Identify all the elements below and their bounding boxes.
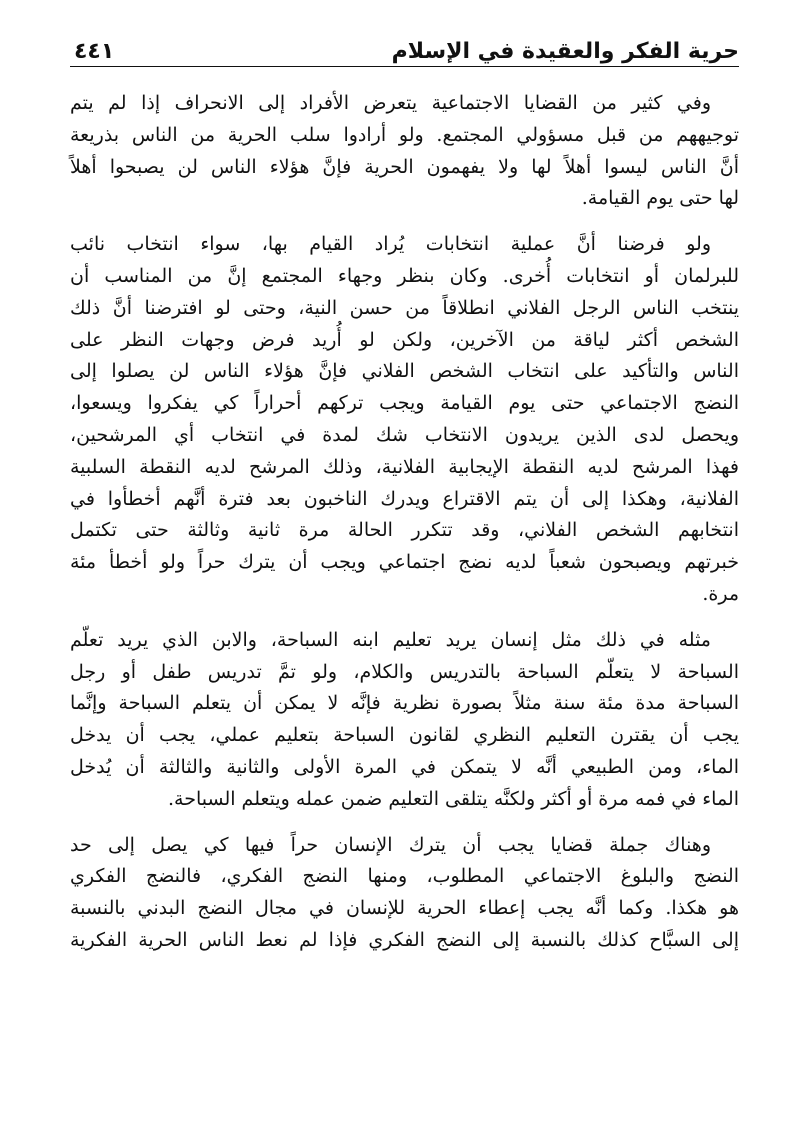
text-line: توجيههم من قبل مسؤولي المجتمع. ولو أرادوا سلب الحرية من الناس بذريعة [70,123,739,146]
text-line: السباحة لا يتعلّم السباحة بالتدريس والكلام، ولو تمَّ تدريس طفل أو رجل [70,660,739,683]
text-line: لها حتى يوم القيامة. [581,187,739,210]
page-number: ٤٤١ [74,39,115,64]
text-line: مرة. [702,582,739,605]
page-header [70,26,739,66]
text-line: خبرتهم ويصبحون شعباً لديه نضج اجتماعي ويجب أن يترك حراً ولو أخطأ مئة [70,551,739,574]
text-line: هو هكذا. وكما أنَّه يجب إعطاء الحرية للإنسان في مجال النضج البدني بالنسبة [70,897,739,920]
body-text [70,88,739,971]
text-line: النضج الاجتماعي حتى يوم القيامة ويجب تركهم أحراراً كي يفكروا ويسعوا، [70,392,739,415]
paragraph-2 [70,229,739,611]
text-line: ينتخب الناس الرجل الفلاني انطلاقاً من حسن النية، وحتى لو افترضنا أنَّ ذلك [70,296,739,319]
text-line: الناس والتأكيد على انتخاب الشخص الفلاني فإنَّ هؤلاء الناس لن يصلوا إلى [70,360,739,383]
paragraph-1 [70,88,739,215]
text-line: يجب أن يقترن التعليم النظري لقانون السباحة بتعليم عملي، يجب أن يدخل [70,724,739,747]
text-line: الشخص أكثر لياقة من الآخرين، ولكن لو أُريد فرض وجهات النظر على [70,328,739,351]
text-line: الفلانية، وهكذا إلى أن يتم الاقتراع ويدرك الناخبون بعد فترة أنَّهم أخطأوا في [70,487,739,510]
text-line: فهذا المرشح لديه النقطة الإيجابية الفلانية، وذلك المرشح لديه النقطة السلبية [70,455,739,478]
text-line: النضج والبلوغ الاجتماعي المطلوب، ومنها النضج الفكري، فالنضج الفكري [70,865,739,888]
header-rule [70,66,739,67]
text-line: وهناك جملة قضايا يجب أن يترك الإنسان حراً فيها كي يصل إلى حد [70,833,711,856]
text-line: أنَّ الناس ليسوا أهلاً لها ولا يفهمون الحرية فإنَّ هؤلاء الناس لن يصبحوا أهلاً [70,155,739,178]
text-line: ولو فرضنا أنَّ عملية انتخابات يُراد القيام بها، سواء انتخاب نائب [70,233,711,256]
text-line: مثله في ذلك مثل إنسان يريد تعليم ابنه السباحة، والابن الذي يريد تعلّم [70,628,711,651]
paragraph-4 [70,830,739,957]
text-line: وفي كثير من القضايا الاجتماعية يتعرض الأفراد إلى الانحراف إذا لم يتم [70,92,711,114]
text-line: الماء، ومن الطبيعي أنَّه لا يتمكن في المرة الأولى والثانية والثالثة أن يُدخل [70,755,739,778]
text-line: انتخابهم الشخص الفلاني، وقد تتكرر الحالة مرة ثانية وثالثة حتى تكتمل [70,519,739,542]
text-line: ويحصل لدى الذين يريدون الانتخاب شك لمدة في انتخاب أي المرشحين، [70,423,739,446]
text-line: الماء في فمه مرة أو أكثر ولكنَّه يتلقى التعليم ضمن عمله ويتعلم السباحة. [168,787,739,810]
paragraph-3 [70,625,739,816]
text-line: إلى السبَّاح كذلك بالنسبة إلى النضج الفكري فإذا لم نعط الناس الحرية الفكرية [70,928,739,951]
running-title: حرية الفكر والعقيدة في الإسلام [391,39,739,64]
text-line: السباحة مدة مئة سنة مثلاً بصورة نظرية فإنَّه لا يمكن أن يتعلم السباحة وإنَّما [70,692,739,715]
text-line: للبرلمان أو انتخابات أُخرى. وكان بنظر وجهاء المجتمع إنَّ من المناسب أن [70,264,739,287]
